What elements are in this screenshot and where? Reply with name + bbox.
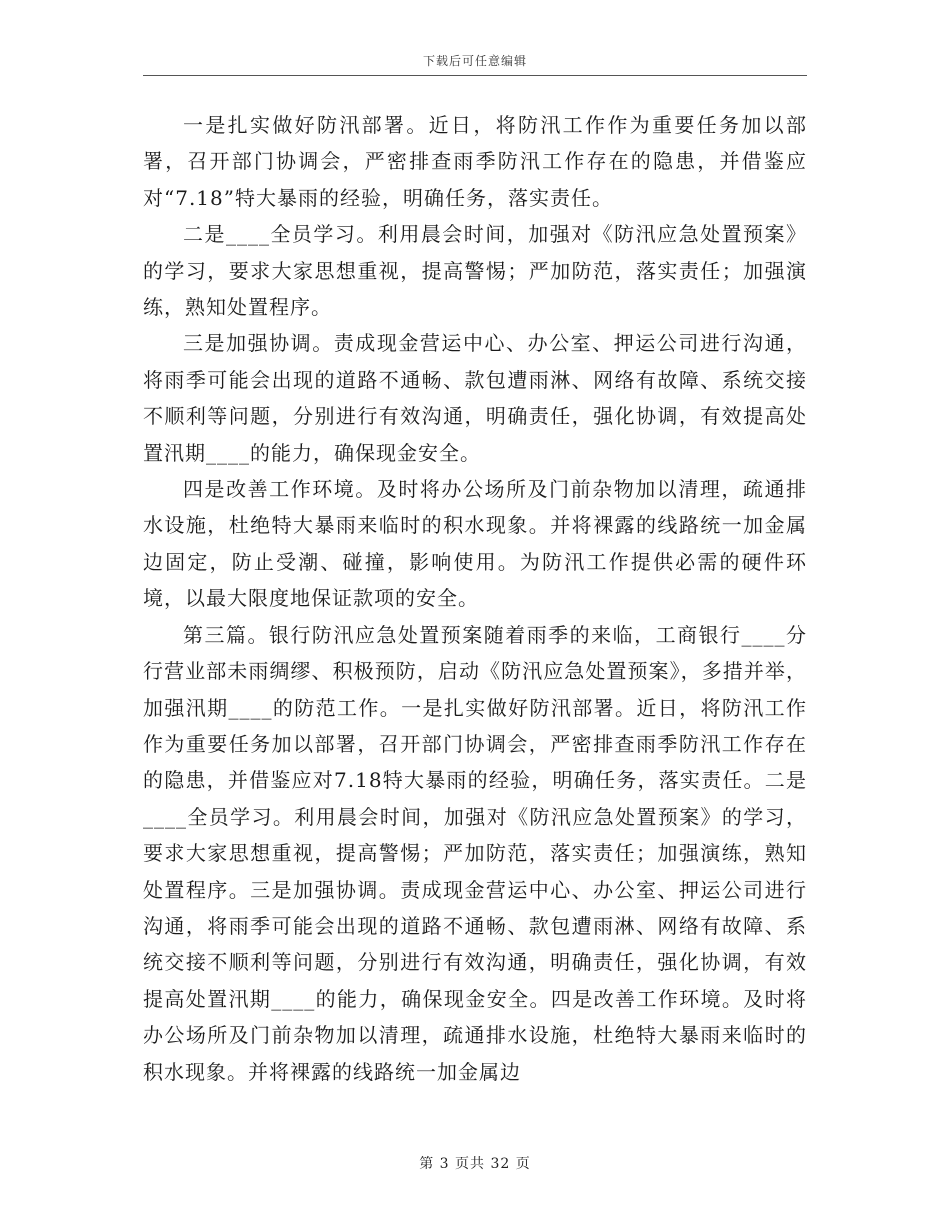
- paragraph-study: 二是____全员学习。利用晨会时间，加强对《防汛应急处置预案》的学习，要求大家思想重视，提高警惕；严加防范，落实责任；加强演练，熟知处置程序。: [143, 222, 807, 320]
- document-body: [143, 107, 807, 1090]
- paragraph-part-three: 第三篇。银行防汛应急处置预案随着雨季的来临，工商银行____分行营业部未雨绸缪、积极预防，启动《防汛应急处置预案》，多措并举，加强汛期____的防范工作。一是扎实做好防汛部署。近日，将防汛工作作为重要任务加以部署，召开部门协调会，严密排查雨季防汛工作存在的隐患，并借鉴应对7.18特大暴雨的经验，明确任务，落实责任。二是____全员学习。利用晨会时间，加强对《防汛应急处置预案》的学习，要求大家思想重视，提高警惕；严加防范，落实责任；加强演练，熟知处置程序。三是加强协调。责成现金营运中心、办公室、押运公司进行沟通，将雨季可能会出现的道路不通畅、款包遭雨淋、网络有故障、系统交接不顺利等问题，分别进行有效沟通，明确责任，强化协调，有效提高处置汛期____的能力，确保现金安全。四是改善工作环境。及时将办公场所及门前杂物加以清理，疏通排水设施，杜绝特大暴雨来临时的积水现象。并将裸露的线路统一加金属边: [143, 622, 807, 1084]
- paragraph-coordination: 三是加强协调。责成现金营运中心、办公室、押运公司进行沟通，将雨季可能会出现的道路不通畅、款包遭雨淋、网络有故障、系统交接不顺利等问题，分别进行有效沟通，明确责任，强化协调，有效提高处置汛期____的能力，确保现金安全。: [143, 331, 807, 465]
- page-header: 下载后可任意编辑: [422, 54, 527, 68]
- paragraph-environment: 四是改善工作环境。及时将办公场所及门前杂物加以清理，疏通排水设施，杜绝特大暴雨来临时的积水现象。并将裸露的线路统一加金属边固定，防止受潮、碰撞，影响使用。为防汛工作提供必需的硬件环境，以最大限度地保证款项的安全。: [143, 477, 807, 611]
- paragraph-deployment: 一是扎实做好防汛部署。近日，将防汛工作作为重要任务加以部署，召开部门协调会，严密排查雨季防汛工作存在的隐患，并借鉴应对“7.18”特大暴雨的经验，明确任务，落实责任。: [143, 113, 807, 210]
- page-footer: 第 3 页共 32 页: [419, 1156, 531, 1172]
- header-divider: [143, 75, 807, 76]
